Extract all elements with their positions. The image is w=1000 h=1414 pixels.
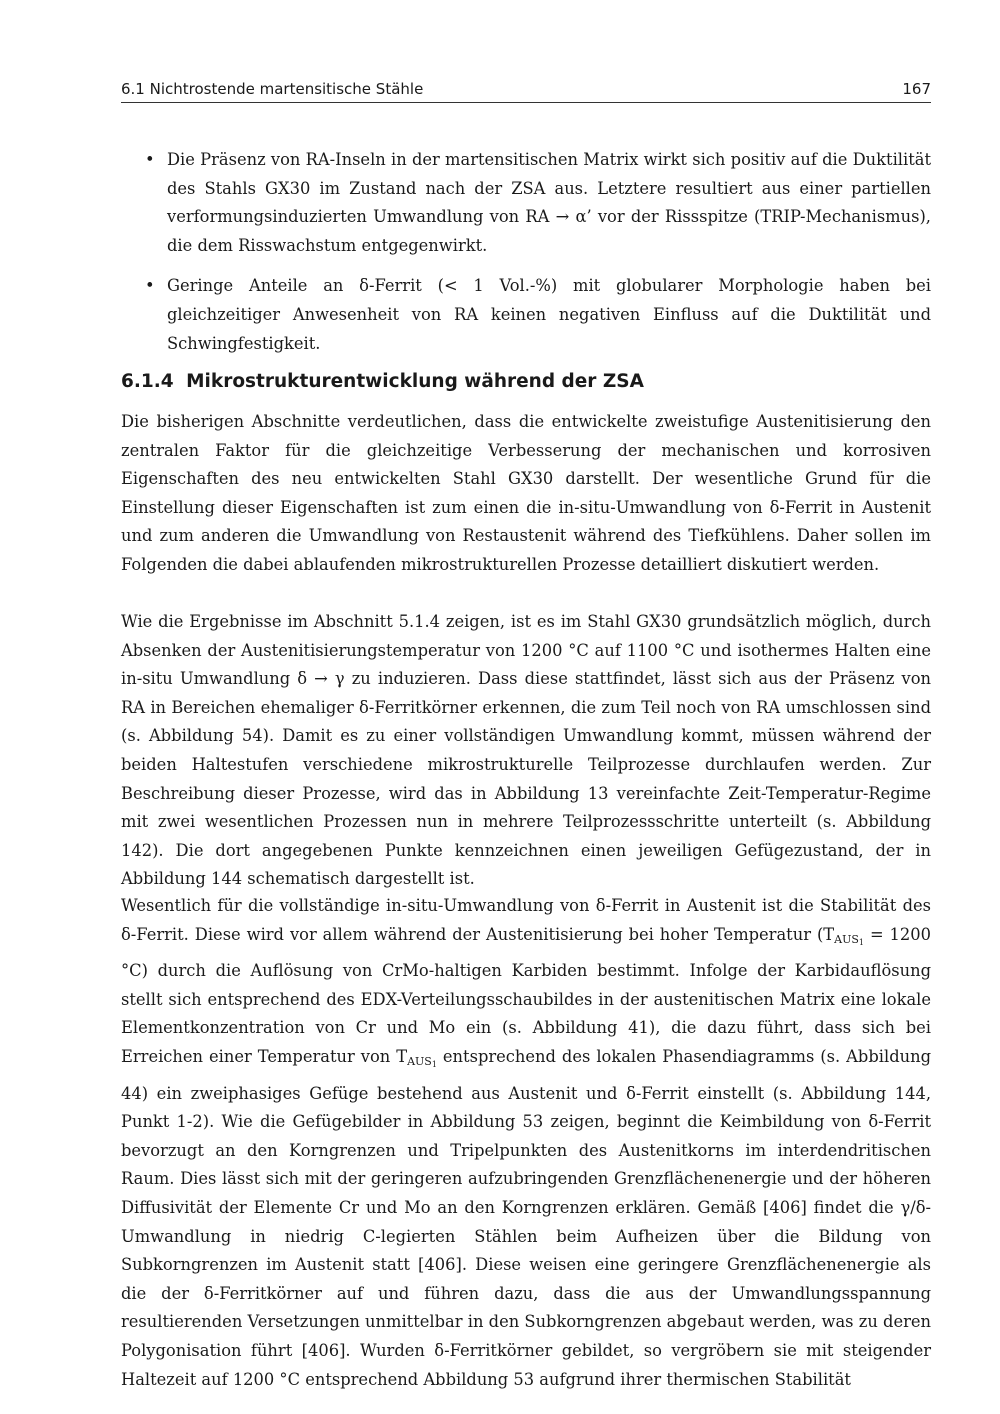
running-header	[121, 78, 931, 103]
bullet-list	[121, 146, 931, 370]
subscript	[834, 933, 864, 946]
paragraph: Wie die Ergebnisse im Abschnitt 5.1.4 zeigen, ist es im Stahl GX30 grundsätzlich möglich, durch Absenken der Austenitisierungstemperatur von 1200 °C auf 1100 °C und isothermes Halten eine in-situ Umwandlung δ → γ zu induzieren. Dass diese stattfindet, lässt sich aus der Präsenz von RA in Bereichen ehemaliger δ-Ferritkörner erkennen, die zum Teil noch von RA umschlossen sind (s. Abbildung 54). Damit es zu einer vollständigen Umwandlung kommt, müssen während der beiden Haltestufen verschiedene mikrostrukturelle Teilprozesse durchlaufen werden. Zur Beschreibung dieser Prozesse, wird das in Abbildung 13 vereinfachte Zeit-Temperatur-Regime mit zwei wesentlichen Prozessen nun in mehrere Teilprozessschritte unterteilt (s. Abbildung 142). Die dort angegebenen Punkte kennzeichnen einen jeweiligen Gefügezustand, der in Abbildung 144 schematisch dargestellt ist.	[121, 612, 931, 889]
sub-subscript: 1	[858, 937, 864, 947]
list-item	[121, 146, 931, 260]
paragraph	[121, 892, 931, 1394]
paragraph-text: Wesentlich für die vollständige in-situ-Umwandlung von δ-Ferrit in Austenit ist die Stabilität des δ-Ferrit. Diese wird vor allem während der Austenitisierung bei hoher Temperatur (T	[121, 896, 931, 944]
bullet-text: Geringe Anteile an δ-Ferrit (< 1 Vol.-%) mit globularer Morphologie haben bei gleichzeitiger Anwesenheit von RA keinen negativen Einfluss auf die Duktilität und Schwingfestigkeit.	[167, 276, 931, 353]
list-item	[121, 272, 931, 358]
paragraph-text: = 1200 °C) durch die Auflösung von CrMo-haltigen Karbiden bestimmt. Infolge der Karbidauflösung stellt sich entsprechend des EDX-Verteilungsschaubildes in der austenitischen Matrix eine lokale Elementkonzentration von Cr und Mo ein (s. Abbildung 41), die dazu führt, dass sich bei Erreichen einer Temperatur von T	[121, 924, 931, 1066]
paragraph-text: entsprechend des lokalen Phasendiagramms (s. Abbildung 44) ein zweiphasiges Gefüge bestehend aus Austenit und δ-Ferrit einstellt (s. Abbildung 144, Punkt 1-2). Wie die Gefügebilder in Abbildung 53 zeigen, beginnt die Keimbildung von δ-Ferrit bevorzugt an den Korngrenzen und Tripelpunkten des Austenitkorns im interdendritischen Raum. Dies lässt sich mit der geringeren aufzubringenden Grenzflächenenergie und der höheren Diffusivität der Elemente Cr und Mo an den Korngrenzen erklären. Gemäß [406] findet die γ/δ-Umwandlung in niedrig C-legierten Stählen beim Aufheizen über die Bildung von Subkorngrenzen im Austenit statt [406]. Diese weisen eine geringere Grenzflächenenergie als die der δ-Ferritkörner auf und führen dazu, dass die aus der Umwandlungsspannung resultierenden Versetzungen unmittelbar in den Subkorngrenzen abgebaut werden, was zu deren Polygonisation führt [406]. Wurden δ-Ferritkörner gebildet, so vergröbern sie mit steigender Haltezeit auf 1200 °C entsprechend Abbildung 53 aufgrund ihrer thermischen Stabilität	[121, 1046, 932, 1389]
header-section-title: 6.1 Nichtrostende martensitische Stähle	[121, 80, 424, 98]
header-page-number: 167	[902, 80, 931, 98]
bullet-dot-icon: •	[145, 150, 155, 169]
subscript-text: AUS	[834, 932, 859, 946]
section-heading	[121, 368, 644, 396]
subscript	[407, 1055, 437, 1068]
sub-subscript: 1	[431, 1059, 437, 1069]
bullet-text: Die Präsenz von RA-Inseln in der martensitischen Matrix wirkt sich positiv auf die Duktilität des Stahls GX30 im Zustand nach der ZSA aus. Letztere resultiert aus einer partiellen verformungsinduzierten Umwandlung von RA → α’ vor der Rissspitze (TRIP-Mechanismus), die dem Risswachstum entgegenwirkt.	[167, 150, 931, 255]
paragraph: Die bisherigen Abschnitte verdeutlichen, dass die entwickelte zweistufige Austenitisierung den zentralen Faktor für die gleichzeitige Verbesserung der mechanischen und korrosiven Eigenschaften des neu entwickelten Stahl GX30 darstellt. Der wesentliche Grund für die Einstellung dieser Eigenschaften ist zum einen die in-situ-Umwandlung von δ-Ferrit in Austenit und zum anderen die Umwandlung von Restaustenit während des Tiefkühlens. Daher sollen im Folgenden die dabei ablaufenden mikrostrukturellen Prozesse detailliert diskutiert werden.	[121, 412, 931, 574]
bullet-dot-icon: •	[145, 276, 155, 296]
section-number: 6.1.4	[121, 371, 174, 392]
subscript-text: AUS	[407, 1054, 432, 1068]
section-title: Mikrostrukturentwicklung während der ZSA	[186, 371, 644, 392]
